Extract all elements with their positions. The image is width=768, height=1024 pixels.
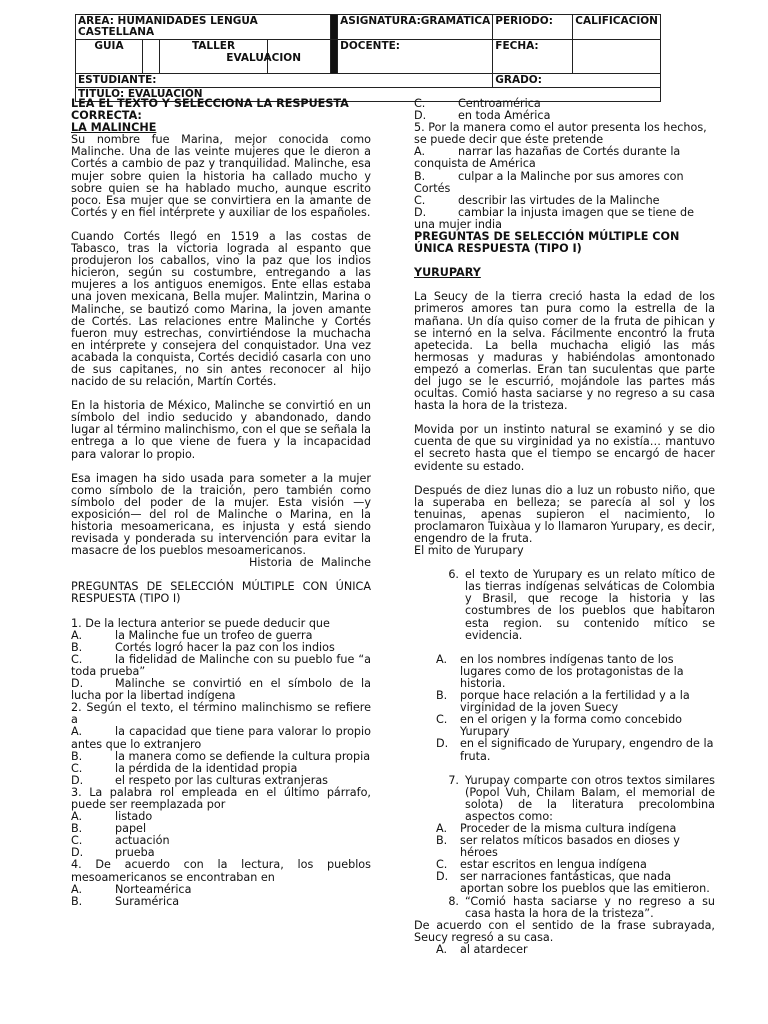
paragraph: La Seucy de la tierra creció hasta la edad de los primeros amores tan pura como la estrella de la mañana. Un día quiso comer de la fruta de pihican y se internó en la selva. Fácilmente encontró la fruta apetecida. La bella muchacha eligió las más hermosas y maduras y habiéndolas amontonado empezó a comerlas. Eran tan suculentas que parte del jugo se le escurrió, mojándole las partes más ocultas. Comió hasta saciarse y no regreso a su casa hasta la hora de la tristeza.	[414, 290, 715, 413]
option: C. estar escritos en lengua indígena	[436, 858, 647, 872]
option: D. cambiar la injusta imagen que se tiene de una mujer india	[414, 205, 694, 231]
option: C. actuación	[71, 834, 170, 848]
option: A. Proceder de la misma cultura indígena	[436, 821, 677, 835]
source-line-1	[71, 557, 371, 569]
option: C. la fidelidad de Malinche con su pueblo fue “a toda prueba”	[71, 652, 371, 678]
options-6	[414, 654, 715, 763]
option: D. en toda América	[414, 109, 551, 123]
reading-title-yurupary: YURUPARY	[414, 266, 481, 280]
section-heading: PREGUNTAS DE SELECCIÓN MÚLTIPLE CON ÚNICA RESPUESTA (TIPO I)	[414, 230, 680, 256]
options-8	[414, 944, 715, 956]
question-1: 1. De la lectura anterior se puede deducir que	[71, 616, 330, 630]
guia-cell: GUIA	[76, 40, 143, 74]
question-4: 4. De acuerdo con la lectura, los pueblos mesoamericanos se encontraban en	[71, 858, 371, 884]
paragraph: Después de diez lunas dio a luz un robusto niño, que la superaba en belleza; se parecía al sol y los tenuinas, apenas supieron el nacimiento, lo proclamaron Tuixàua y lo llamaron Yurupary, es decir, engendro de la fruta.	[414, 483, 715, 545]
options-7	[414, 823, 715, 896]
option: C. en el origen y la forma como concebido Yurupary	[436, 713, 683, 739]
left-column	[71, 98, 371, 908]
option: C. Centroamérica	[414, 97, 541, 110]
reading-title-malinche: LA MALINCHE	[71, 121, 157, 135]
option: D. en el significado de Yurupary, engendro de la fruta.	[436, 737, 714, 763]
option: A. la Malinche fue un trofeo de guerra	[71, 628, 313, 642]
option: C. la pérdida de la identidad propia	[71, 761, 298, 775]
option: A. al atardecer	[436, 942, 528, 956]
option: C. describir las virtudes de la Malinche	[414, 193, 660, 207]
titulo-cell: TITULO: EVALUACIÓN	[76, 88, 661, 102]
option: B. porque hace relación a la fertilidad y a la virginidad de la joven Suecy	[436, 689, 690, 715]
evaluacion-label: EVALUACION	[226, 52, 301, 64]
paragraph: Movida por un instinto natural se examinó y se dio cuenta de que su virginidad ya no existía… mantuvo el secreto hasta que el tiempo se encargó de hacer evidente su estado.	[414, 423, 715, 473]
option: B. la manera como se defiende la cultura propia	[71, 749, 371, 763]
option: B. papel	[71, 822, 147, 836]
calificacion-cell: CALIFICACION	[573, 15, 661, 40]
question-6: 6. el texto de Yurupary es un relato mítico de las tierras indígenas selváticas de Colombia y Brasil, que recoge la historia y las costumbres de los pueblos que habitaron esta region. su contenido mítico se evidencia.	[448, 568, 715, 642]
option: A. en los nombres indígenas tanto de los lugares como de los protagonistas de la historia.	[436, 652, 684, 690]
header-table	[75, 14, 661, 102]
option: A. listado	[71, 810, 153, 824]
option: A. Norteamérica	[71, 882, 192, 896]
option: B. ser relatos míticos basados en dioses y héroes	[436, 834, 680, 860]
question-5: 5. Por la manera como el autor presenta los hechos, se puede decir que éste pretende	[414, 121, 707, 147]
question-2: 2. Según el texto, el término malinchismo se refiere a	[71, 701, 371, 727]
paragraph: En la historia de México, Malinche se convirtió en un símbolo del indio seducido y abandonado, dando lugar al término malinchismo, con el que se señala la entrega a lo que viene de fuera y la incapacidad para valorar lo propio.	[71, 399, 371, 461]
divider-bar	[331, 15, 338, 40]
evaluacion-cell	[226, 40, 331, 74]
paragraph: Cuando Cortés llegó en 1519 a las costas de Tabasco, tras la victoria lograda al espanto que produjeron los caballos, vino la paz que los indios hicieron, según su costumbre, entregando a las mujeres a los antiguos enemigos. Ente ellas estaba una joven mexicana, Bella mujer. Malintzin, Marina o Malinche, se bautizó como Marina, la joven amante de Cortés. Las relaciones entre Malinche y Cortés fueron muy estrechas, convirtiéndose la muchacha en intérprete y consejera del conquistador. Una vez acabada la conquista, Cortés decidió casarla con uno de sus capitanes, no sin antes reconocer al hijo nacido de su relación, Martín Cortés.	[71, 229, 371, 389]
option: A. la capacidad que tiene para valorar lo propio antes que lo extranjero	[71, 725, 371, 751]
question-7: 7. Yurupay comparte con otros textos similares (Popol Vuh, Chilam Balam, el memorial de solota) de la literatura precolombina aspectos como:	[448, 773, 715, 823]
taller-cell: TALLER	[159, 40, 268, 74]
option: B. Cortés logró hacer la paz con los indios	[71, 640, 335, 654]
question-8: 8. “Comió hasta saciarse y no regreso a su casa hasta la hora de la tristeza”.	[448, 894, 715, 920]
fecha-cell: FECHA:	[493, 40, 573, 74]
option: B. culpar a la Malinche por sus amores con Cortés	[414, 169, 684, 195]
source: El mito de Yurupary	[414, 544, 524, 558]
question-8-stem: De acuerdo con el sentido de la frase subrayada, Seucy regresó a su casa.	[414, 918, 715, 944]
section-heading: PREGUNTAS DE SELECCIÓN MÚLTIPLE CON ÚNICA RESPUESTA (TIPO I)	[71, 580, 371, 606]
option: D. prueba	[71, 846, 155, 860]
docente-cell: DOCENTE:	[338, 40, 493, 74]
option: B. Suramérica	[71, 894, 180, 908]
question-3: 3. La palabra rol empleada en el último párrafo, puede ser reemplazada por	[71, 785, 371, 811]
option: D. ser narraciones fantásticas, que nada aportan sobre los pueblos que las emitieron.	[436, 870, 710, 896]
asignatura-cell: ASIGNATURA:GRAMÁTICA	[338, 15, 493, 40]
periodo-cell: PERIODO:	[493, 15, 573, 40]
area-cell: AREA: HUMANIDADES LENGUA CASTELLANA	[76, 15, 331, 40]
grado-cell: GRADO:	[493, 74, 661, 88]
paragraph: Su nombre fue Marina, mejor conocida como Malinche. Una de las veinte mujeres que le dieron a Cortés a cambio de paz y tranquilidad. Malinche, esa mujer sobre quien la historia ha callado mucho y sobre quien se ha hablado mucho, aunque escrito poco. Esa mujer que se convirtiera en la amante de Cortés y en fiel intérprete y auxiliar de los españoles.	[71, 133, 371, 219]
option: D. el respeto por las culturas extranjeras	[71, 773, 329, 787]
option: A. narrar las hazañas de Cortés durante la conquista de América	[414, 145, 681, 171]
estudiante-cell: ESTUDIANTE:	[76, 74, 493, 88]
option: D. Malinche se convirtió en el símbolo de la lucha por la libertad indígena	[71, 677, 371, 703]
paragraph: Esa imagen ha sido usada para someter a la mujer como símbolo de la traición, pero también como símbolo del poder de la mujer. Esta visión —y exposición— del rol de Malinche o Marina, en la historia mesoamericana, es injusta y está siendo revisada y ponderada su intervención para evitar la masacre de los pueblos mesoamericanos.	[71, 471, 371, 558]
instruction: LEA EL TEXTO Y SELECCIONA LA RESPUESTA CORRECTA:	[71, 97, 349, 123]
right-column	[414, 98, 715, 956]
source: Historia de Malinche	[249, 556, 371, 570]
